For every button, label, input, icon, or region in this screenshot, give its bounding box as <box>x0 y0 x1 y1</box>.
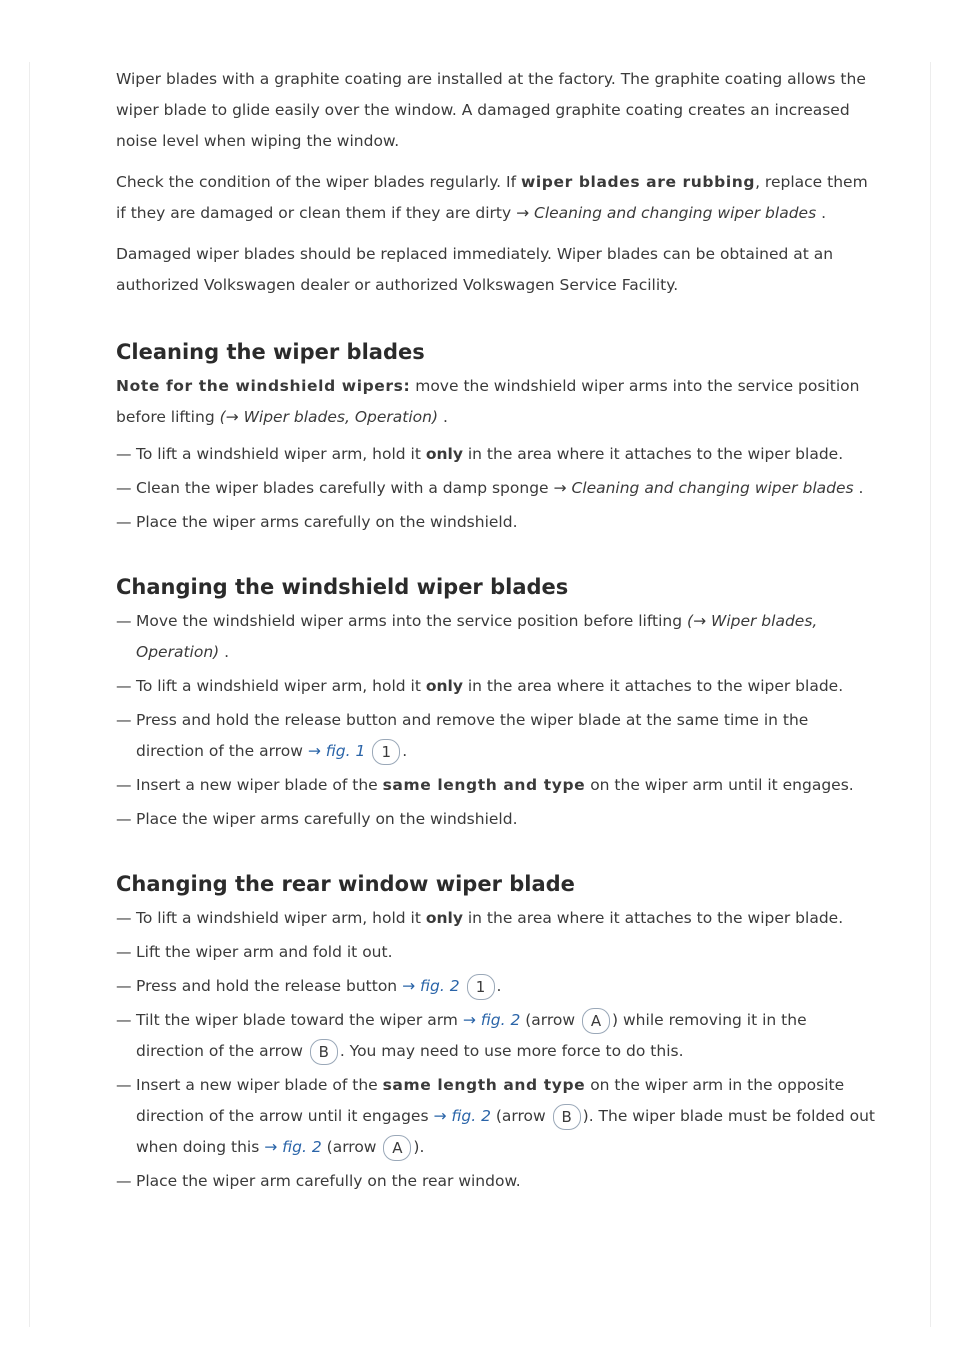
list-item: — Press and hold the release button and remove the wiper blade at the same time in the direction of the arrow → fig. 1 1 . <box>116 705 876 767</box>
right-margin-rule <box>930 62 931 1327</box>
callout-badge: B <box>310 1039 338 1065</box>
list-item: — Tilt the wiper blade toward the wiper arm → fig. 2 (arrow A ) while removing it in the direction of the arrow B . You may need to use more force to do this. <box>116 1005 876 1067</box>
intro-paragraph-1: Wiper blades with a graphite coating are installed at the factory. The graphite coating allows the wiper blade to glide easily over the window. A damaged graphite coating creates an increased noise level when wiping the window. <box>116 70 866 150</box>
left-margin-rule <box>29 62 30 1327</box>
windshield-note: Note for the windshield wipers: move the windshield wiper arms into the service position before lifting (→ Wiper blades, Operation) . <box>116 377 860 426</box>
list-item: — Move the windshield wiper arms into the service position before lifting (→ Wiper blades, Operation) . <box>116 612 818 661</box>
link-fig-2[interactable]: → fig. 2 <box>402 977 460 995</box>
arrow-icon: → <box>225 408 239 426</box>
document-content <box>116 64 876 1200</box>
list-item: — Lift the wiper arm and fold it out. <box>116 943 393 961</box>
link-fig-2[interactable]: → fig. 2 <box>462 1011 521 1029</box>
arrow-icon: → <box>462 1011 476 1029</box>
list-item: — Place the wiper arms carefully on the windshield. <box>116 810 518 828</box>
list-item: — To lift a windshield wiper arm, hold it only in the area where it attaches to the wiper blade. <box>116 445 844 463</box>
list-item: — To lift a windshield wiper arm, hold it only in the area where it attaches to the wiper blade. <box>116 677 844 695</box>
link-fig-2[interactable]: → fig. 2 <box>264 1138 322 1156</box>
heading-changing-windshield-blades: Changing the windshield wiper blades <box>116 575 569 599</box>
callout-badge: A <box>383 1135 411 1161</box>
link-cleaning-and-changing[interactable]: → Cleaning and changing wiper blades <box>553 479 854 497</box>
link-cleaning-and-changing[interactable]: Cleaning and changing wiper blades <box>534 204 817 222</box>
list-item: — Place the wiper arms carefully on the windshield. <box>116 513 518 531</box>
windshield-steps-list <box>116 606 876 835</box>
heading-changing-rear-blade: Changing the rear window wiper blade <box>116 872 575 896</box>
callout-badge: B <box>553 1104 581 1130</box>
list-item: — Insert a new wiper blade of the same length and type on the wiper arm until it engages. <box>116 776 854 794</box>
callout-badge: A <box>582 1008 610 1034</box>
arrow-icon: → <box>433 1107 447 1125</box>
link-wiper-blades-operation[interactable]: (→ Wiper blades, Operation) <box>219 408 439 426</box>
list-item: — Clean the wiper blades carefully with a damp sponge → Cleaning and changing wiper blades . <box>116 479 864 497</box>
rear-steps-list <box>116 903 876 1197</box>
callout-badge: 1 <box>372 739 400 765</box>
intro-paragraph-2: Check the condition of the wiper blades regularly. If wiper blades are rubbing, replace them if they are damaged or clean them if they are dirty → Cleaning and changing wiper blades . <box>116 173 868 222</box>
emphasis-rubbing: wiper blades are rubbing <box>520 173 756 191</box>
intro-paragraph-3: Damaged wiper blades should be replaced immediately. Wiper blades can be obtained at an authorized Volkswagen dealer or authorized Volkswagen Service Facility. <box>116 245 834 294</box>
link-wiper-blades-operation[interactable]: (→ Wiper blades, Operation) <box>136 612 818 661</box>
list-item: — Press and hold the release button → fig. 2 1 . <box>116 971 876 1002</box>
arrow-icon: → <box>693 612 707 630</box>
list-item: — To lift a windshield wiper arm, hold it only in the area where it attaches to the wiper blade. <box>116 909 844 927</box>
note-label: Note for the windshield wipers: <box>116 377 411 395</box>
heading-cleaning-wiper-blades: Cleaning the wiper blades <box>116 340 425 364</box>
callout-badge: 1 <box>467 974 495 1000</box>
arrow-icon: → <box>402 977 416 995</box>
arrow-icon: → <box>307 742 321 760</box>
cleaning-steps-list <box>116 439 876 538</box>
list-item: — Insert a new wiper blade of the same length and type on the wiper arm in the opposite direction of the arrow until it engages → fig. 2 (arrow B ). The wiper blade must be folded out when doing this → fig. 2 (arrow A ). <box>116 1070 876 1163</box>
arrow-icon: → <box>553 479 567 497</box>
arrow-icon: → <box>264 1138 278 1156</box>
list-item: — Place the wiper arm carefully on the rear window. <box>116 1172 521 1190</box>
link-fig-1[interactable]: → fig. 1 <box>307 742 366 760</box>
link-fig-2[interactable]: → fig. 2 <box>433 1107 491 1125</box>
arrow-icon: → <box>516 204 530 222</box>
